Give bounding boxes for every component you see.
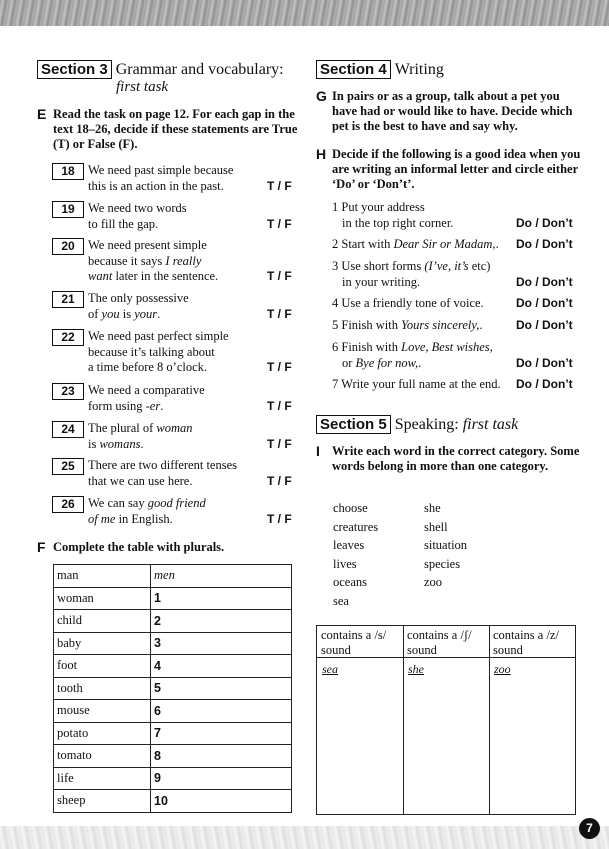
category-table [316,625,576,815]
singular-cell: mouse [54,700,151,723]
true-false-choice[interactable]: T / F [267,269,292,283]
writing-tip-item: 2 Start with Dear Sir or Madam,. Do / Don’t [332,237,573,251]
singular-cell: tooth [54,677,151,700]
statement-text: We need a comparative form using -er. [88,383,205,413]
true-false-choice[interactable]: T / F [267,436,292,451]
do-dont-choice[interactable]: Do / Don’t [516,377,573,391]
plural-cell[interactable]: 9 [151,767,292,790]
singular-cell: man [54,565,151,588]
question-g-letter: G [316,88,327,104]
singular-cell: woman [54,587,151,610]
plurals-table [53,564,292,813]
table-row [54,632,292,655]
true-false-choice[interactable]: T / F [267,511,292,526]
statement-text: The plural of woman is womans. [88,421,193,451]
statement-text: There are two different tenses that we can use here. [88,458,238,488]
word-item: sea [333,593,349,608]
table-row [54,767,292,790]
gap-number: 24 [52,421,84,438]
section3-label: Section 3 [37,60,112,79]
true-false-choice[interactable]: T / F [267,473,292,488]
statement-text: We need past simple because this is an action in the past. [88,163,234,193]
section4-heading [316,61,444,79]
word-item: species [424,556,461,571]
gap-number: 22 [52,329,84,346]
plural-cell[interactable]: 6 [151,700,292,723]
writing-tip-item: 3 Use short forms (I’ve, it’s etc) in your writing. Do / Don’t [332,259,573,289]
statement-text: We need two words to fill the gap. [88,201,187,231]
question-h-letter: H [316,146,327,162]
plural-cell[interactable]: 7 [151,722,292,745]
plural-cell: men [151,565,292,588]
writing-tip-item: 7 Write your full name at the end. Do / Don’t [332,377,573,391]
plural-cell[interactable]: 4 [151,655,292,678]
word-item: creatures [333,519,379,534]
writing-tip-item: 1 Put your address in the top right corner. Do / Don’t [332,200,573,230]
statement-text: The only possessive of you is your. [88,291,189,321]
table-row [54,677,292,700]
question-f-letter: F [37,539,46,555]
gap-number: 26 [52,496,84,513]
writing-tip-item: 4 Use a friendly tone of voice. Do / Don’t [332,296,573,310]
question-h-text: Decide if the following is a good idea when you are writing an informal letter and circle either ‘Do’ or ‘Don’t’. [332,147,581,191]
singular-cell: life [54,767,151,790]
table-row [54,745,292,768]
category-example: she [408,662,424,676]
category-example: zoo [494,662,511,676]
section5-heading [316,416,518,434]
category-header-divider [317,657,575,658]
do-dont-choice[interactable]: Do / Don’t [516,274,573,289]
statement-text: We need past perfect simple because it’s talking about a time before 8 o’clock. [88,329,229,374]
table-row [54,790,292,813]
plural-cell[interactable]: 8 [151,745,292,768]
question-i-letter: I [316,443,320,459]
section3-subtitle: first task [116,79,169,95]
do-dont-choice[interactable]: Do / Don’t [516,355,573,370]
true-false-choice[interactable]: T / F [267,360,292,374]
singular-cell: foot [54,655,151,678]
plural-cell[interactable]: 2 [151,610,292,633]
gap-number: 20 [52,238,84,255]
table-row [54,655,292,678]
statement-text: We can say good friend of me in English. [88,496,206,526]
question-e-text: Read the task on page 12. For each gap in the text 18–26, decide if these statements are True (T) or False (F). [53,107,298,151]
plural-cell[interactable]: 3 [151,632,292,655]
category-column [489,626,575,814]
category-example: sea [322,662,338,676]
do-dont-choice[interactable]: Do / Don’t [516,215,573,230]
category-header: contains a /ʃ/ sound [407,628,472,657]
word-item: lives [333,556,357,571]
word-item: choose [333,501,368,515]
table-row [54,587,292,610]
section4-title: Writing [394,61,444,78]
category-column [317,626,404,814]
question-i-text: Write each word in the correct category. Some words belong in more than one category. [332,444,580,473]
category-header: contains a /z/ sound [493,628,559,657]
plural-cell[interactable]: 10 [151,790,292,813]
writing-tip-item: 6 Finish with Love, Best wishes, or Bye for now,. Do / Don’t [332,340,573,370]
word-item: she [424,501,441,515]
word-item: shell [424,519,448,534]
top-decorative-band [0,0,609,26]
statement-text: We need present simple because it says I really want later in the sentence. [88,238,219,283]
singular-cell: sheep [54,790,151,813]
table-row [54,610,292,633]
gap-number: 23 [52,383,84,400]
singular-cell: baby [54,632,151,655]
singular-cell: child [54,610,151,633]
writing-tip-item: 5 Finish with Yours sincerely,. Do / Don’t [332,318,573,332]
section3-heading [37,61,284,79]
question-e-letter: E [37,106,47,122]
question-g-text: In pairs or as a group, talk about a pet you have had or would like to have. Decide which pet is the best to have and say why. [332,89,573,133]
category-header: contains a /s/ sound [321,628,387,657]
section5-title: Speaking: [394,416,459,433]
word-item: situation [424,538,468,552]
true-false-choice[interactable]: T / F [267,306,292,321]
plural-cell[interactable]: 5 [151,677,292,700]
true-false-choice[interactable]: T / F [267,178,292,193]
section5-title-italic: first task [462,416,519,433]
question-f-text: Complete the table with plurals. [53,540,225,554]
do-dont-choice[interactable]: Do / Don’t [516,296,573,310]
table-row [54,722,292,745]
section4-label: Section 4 [316,60,391,79]
page-number: 7 [579,818,600,839]
gap-number: 19 [52,201,84,218]
word-item: zoo [424,575,443,589]
singular-cell: tomato [54,745,151,768]
table-row [54,565,292,588]
gap-number: 21 [52,291,84,308]
gap-number: 18 [52,163,84,180]
table-row [54,700,292,723]
section5-label: Section 5 [316,415,391,434]
true-false-choice[interactable]: T / F [267,216,292,231]
gap-number: 25 [52,458,84,475]
do-dont-choice[interactable]: Do / Don’t [516,237,573,251]
bottom-decorative-band [0,826,609,849]
word-item: leaves [333,538,365,552]
category-column [403,626,490,814]
true-false-choice[interactable]: T / F [267,398,292,413]
word-item: oceans [333,575,368,589]
plural-cell[interactable]: 1 [151,587,292,610]
section3-title: Grammar and vocabulary: [115,61,284,78]
singular-cell: potato [54,722,151,745]
do-dont-choice[interactable]: Do / Don’t [516,318,573,332]
